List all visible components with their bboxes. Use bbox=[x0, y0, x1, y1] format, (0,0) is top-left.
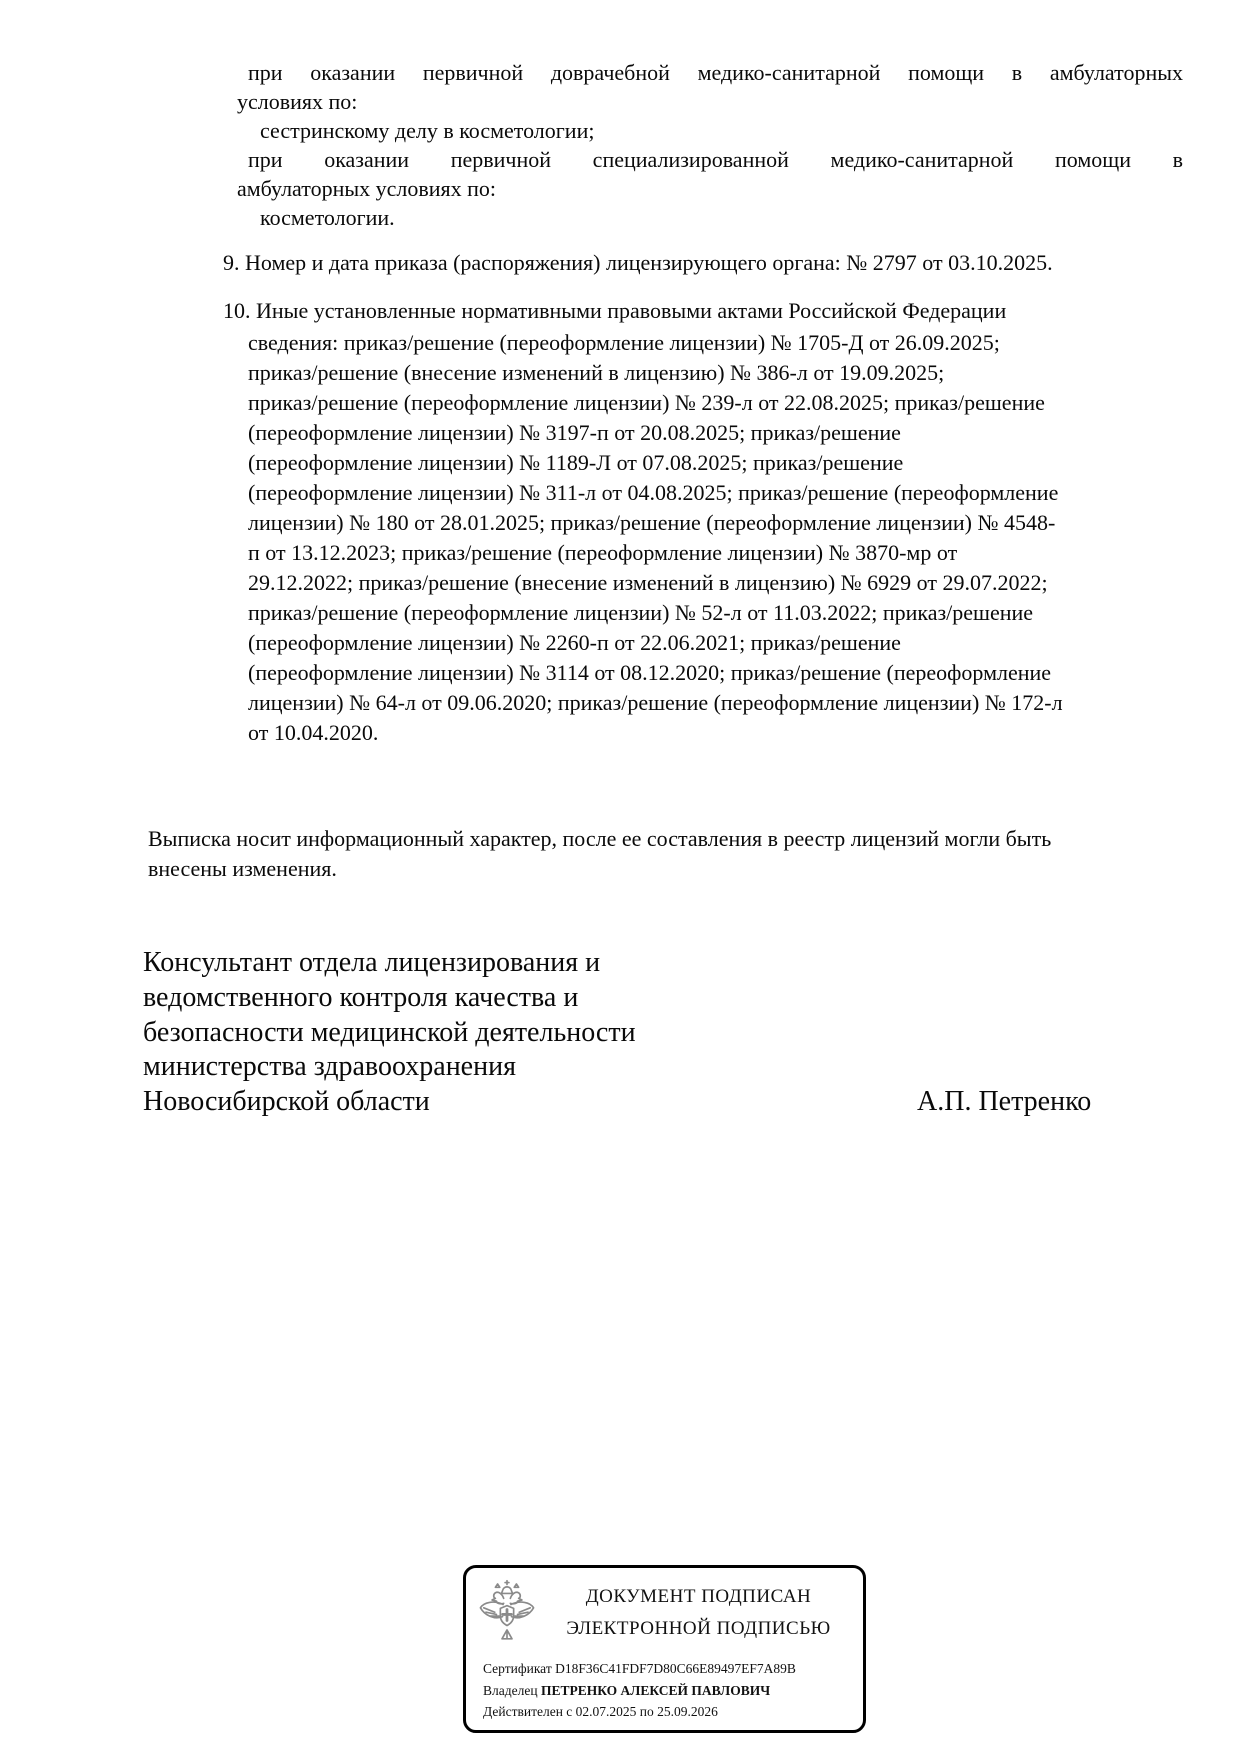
signer-position-line: безопасности медицинской деятельности bbox=[143, 1016, 636, 1048]
stamp-title-line: ДОКУМЕНТ ПОДПИСАН bbox=[585, 1586, 812, 1607]
signer-position bbox=[143, 946, 636, 1120]
informational-note bbox=[148, 824, 1158, 884]
electronic-signature-stamp bbox=[463, 1565, 866, 1733]
stamp-title-line: ЭЛЕКТРОННОЙ ПОДПИСЬЮ bbox=[566, 1618, 831, 1639]
owner-line bbox=[483, 1680, 855, 1702]
certificate-line bbox=[483, 1658, 855, 1680]
services-line: амбулаторных условиях по: bbox=[237, 176, 497, 201]
services-line: при оказании первичной доврачебной медико-санитарной помощи в амбулаторных bbox=[248, 60, 1183, 85]
item-9-paragraph bbox=[223, 248, 1188, 277]
item-9-text: 9. Номер и дата приказа (распоряжения) лицензирующего органа: № 2797 от 03.10.2025. bbox=[223, 250, 1053, 275]
validity-line: Действителен с 02.07.2025 по 25.09.2026 bbox=[483, 1704, 718, 1719]
item-10-line: приказ/решение (переоформление лицензии) № 239-л от 22.08.2025; приказ/решение bbox=[248, 390, 1045, 415]
services-line: сестринскому делу в косметологии; bbox=[260, 118, 595, 143]
item-10-line: лицензии) № 64-л от 09.06.2020; приказ/решение (переоформление лицензии) № 172-л bbox=[248, 690, 1063, 715]
certificate-value: D18F36C41FDF7D80C66E89497EF7A89B bbox=[555, 1661, 796, 1676]
services-line: при оказании первичной специализированной медико-санитарной помощи в bbox=[248, 147, 1183, 172]
signer-position-line: Консультант отдела лицензирования и bbox=[143, 947, 601, 978]
services-line: условиях по: bbox=[237, 89, 358, 114]
item-10-paragraph bbox=[223, 296, 1188, 748]
double-headed-eagle-emblem-icon bbox=[476, 1579, 538, 1651]
item-10-first-line: 10. Иные установленные нормативными правовыми актами Российской Федерации bbox=[223, 298, 1007, 323]
note-line: Выписка носит информационный характер, после ее составления в реестр лицензий могли быть bbox=[148, 826, 1052, 851]
item-10-line: п от 13.12.2023; приказ/решение (переоформление лицензии) № 3870-мр от bbox=[248, 540, 958, 565]
item-10-line: (переоформление лицензии) № 311-л от 04.08.2025; приказ/решение (переоформление bbox=[248, 480, 1059, 505]
certificate-label: Сертификат bbox=[483, 1661, 556, 1676]
signer-name: А.П. Петренко bbox=[917, 1086, 1092, 1117]
item-10-line: 29.12.2022; приказ/решение (внесение изменений в лицензию) № 6929 от 29.07.2022; bbox=[248, 570, 1048, 595]
note-line: внесены изменения. bbox=[148, 856, 337, 881]
signer-position-line: ведомственного контроля качества и bbox=[143, 981, 579, 1013]
services-line: косметологии. bbox=[260, 205, 395, 230]
item-10-line: (переоформление лицензии) № 1189-Л от 07.08.2025; приказ/решение bbox=[248, 450, 904, 475]
item-10-line: лицензии) № 180 от 28.01.2025; приказ/решение (переоформление лицензии) № 4548- bbox=[248, 510, 1056, 535]
item-10-line: от 10.04.2020. bbox=[248, 720, 379, 745]
stamp-info bbox=[483, 1658, 855, 1723]
item-10-line: (переоформление лицензии) № 3114 от 08.12.2020; приказ/решение (переоформление bbox=[248, 660, 1052, 685]
item-10-line: приказ/решение (переоформление лицензии) № 52-л от 11.03.2022; приказ/решение bbox=[248, 600, 1034, 625]
item-10-line: сведения: приказ/решение (переоформление лицензии) № 1705-Д от 26.09.2025; bbox=[248, 330, 1000, 355]
owner-value: ПЕТРЕНКО АЛЕКСЕЙ ПАВЛОВИЧ bbox=[540, 1682, 771, 1698]
signer-position-line: Новосибирской области bbox=[143, 1086, 430, 1118]
signer-position-line: министерства здравоохранения bbox=[143, 1051, 516, 1083]
item-10-line: (переоформление лицензии) № 3197-п от 20.08.2025; приказ/решение bbox=[248, 420, 901, 445]
item-10-line: (переоформление лицензии) № 2260-п от 22.06.2021; приказ/решение bbox=[248, 630, 901, 655]
item-10-line: приказ/решение (внесение изменений в лицензию) № 386-л от 19.09.2025; bbox=[248, 360, 945, 385]
stamp-title bbox=[542, 1581, 855, 1645]
owner-label: Владелец bbox=[483, 1682, 541, 1698]
services-paragraph bbox=[237, 58, 1183, 232]
